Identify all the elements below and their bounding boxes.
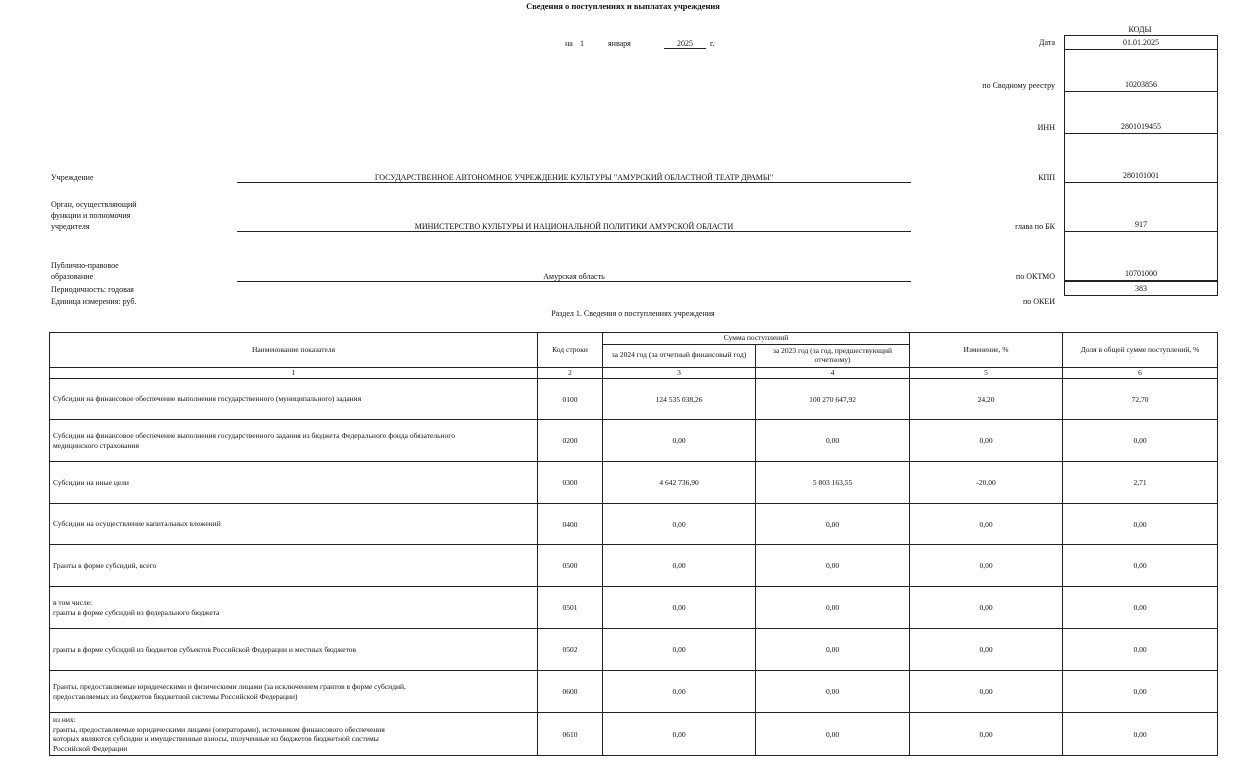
row-name-line: медицинского страхования xyxy=(53,440,139,450)
code-date: 01.01.2025 xyxy=(1065,36,1217,50)
row-code: 0500 xyxy=(538,545,603,587)
row-share: 0,00 xyxy=(1063,671,1218,713)
row-name-line: из них: xyxy=(53,714,76,724)
row-name xyxy=(50,545,538,587)
row-code: 0610 xyxy=(538,713,603,756)
row-y2023: 0,00 xyxy=(756,420,910,462)
founder-value: МИНИСТЕРСТВО КУЛЬТУРЫ И НАЦИОНАЛЬНОЙ ПОЛИТИКИ АМУРСКОЙ ОБЛАСТИ xyxy=(237,222,911,232)
table-row xyxy=(50,462,1218,504)
date-prefix: на xyxy=(565,39,573,48)
row-y2023: 0,00 xyxy=(756,545,910,587)
row-code: 0400 xyxy=(538,504,603,545)
row-y2023: 0,00 xyxy=(756,504,910,545)
row-y2024: 0,00 xyxy=(603,420,756,462)
date-suffix: г. xyxy=(710,39,715,48)
founder-label-line-1: Орган, осуществляющий xyxy=(51,200,137,209)
label-inn: ИНН xyxy=(1037,123,1055,132)
row-name-line: Субсидии на осуществление капитальных вложений xyxy=(53,519,221,529)
table-row xyxy=(50,587,1218,629)
public-entity-label-line-2: образование xyxy=(51,272,94,281)
receipts-table xyxy=(49,332,1218,756)
periodicity: Периодичность: годовая xyxy=(51,285,134,294)
code-oktmo: 10701000 xyxy=(1065,232,1217,281)
codes-box xyxy=(1064,35,1218,296)
label-bk: глава по БК xyxy=(1015,222,1055,231)
column-number: 2 xyxy=(538,367,603,379)
row-change: -20,00 xyxy=(910,462,1063,504)
row-name xyxy=(50,504,538,545)
row-y2023: 0,00 xyxy=(756,671,910,713)
row-code: 0300 xyxy=(538,462,603,504)
code-kpp: 280101001 xyxy=(1065,134,1217,183)
row-share: 2,71 xyxy=(1063,462,1218,504)
code-inn: 2801019455 xyxy=(1065,92,1217,134)
row-y2023: 0,00 xyxy=(756,713,910,756)
code-okei: 383 xyxy=(1065,281,1217,295)
row-name-line: Субсидии на финансовое обеспечение выполнения государственного задания из бюджета Федерального фонда обязательного xyxy=(53,431,455,440)
header-year-2024: за 2024 год (за отчетный финансовый год) xyxy=(603,344,756,367)
header-year-2023: за 2023 год (за год, предшествующий отчетному) xyxy=(756,344,910,367)
label-registry: по Сводному реестру xyxy=(982,81,1055,90)
row-code: 0502 xyxy=(538,629,603,671)
row-name xyxy=(50,629,538,671)
row-change: 0,00 xyxy=(910,671,1063,713)
table-row xyxy=(50,629,1218,671)
row-share: 0,00 xyxy=(1063,545,1218,587)
label-oktmo: по ОКТМО xyxy=(1015,272,1055,281)
row-name-line: Российской Федерации xyxy=(53,744,128,753)
row-y2023: 0,00 xyxy=(756,587,910,629)
row-y2023: 5 803 163,55 xyxy=(756,462,910,504)
row-name-line: гранты в форме субсидий из федерального бюджета xyxy=(53,607,220,617)
row-y2024: 124 535 038,26 xyxy=(603,379,756,420)
row-change: 0,00 xyxy=(910,629,1063,671)
row-code: 0200 xyxy=(538,420,603,462)
row-change: 0,00 xyxy=(910,587,1063,629)
row-change: 0,00 xyxy=(910,420,1063,462)
row-name xyxy=(50,462,538,504)
row-name-line: Субсидии на финансовое обеспечение выполнения государственного (муниципального) задания xyxy=(53,394,362,404)
row-name-line: в том числе: xyxy=(53,598,93,607)
header-name: Наименование показателя xyxy=(50,333,538,368)
date-year: 2025 xyxy=(664,39,706,49)
row-y2024: 0,00 xyxy=(603,504,756,545)
row-name-line: гранты, предоставляемые юридическими лицами (операторами), источником финансового обеспечения xyxy=(53,724,385,734)
header-sum-group: Сумма поступлений xyxy=(603,333,910,345)
founder-label-line-2: функции и полномочия xyxy=(51,211,131,220)
column-number: 4 xyxy=(756,367,910,379)
row-change: 0,00 xyxy=(910,504,1063,545)
row-share: 0,00 xyxy=(1063,713,1218,756)
row-y2023: 100 270 647,92 xyxy=(756,379,910,420)
label-date: Дата xyxy=(1039,38,1055,47)
row-share: 0,00 xyxy=(1063,587,1218,629)
row-name-line: Субсидии на иные цели xyxy=(53,477,129,487)
founder-label-line-3: учредителя xyxy=(51,222,90,231)
document-title: Сведения о поступлениях и выплатах учреждения xyxy=(526,1,720,11)
row-share: 0,00 xyxy=(1063,629,1218,671)
row-name xyxy=(50,587,538,629)
row-y2023: 0,00 xyxy=(756,629,910,671)
table-row xyxy=(50,379,1218,420)
column-number: 3 xyxy=(603,367,756,379)
table-row xyxy=(50,420,1218,462)
header-share: Доля в общей сумме поступлений, % xyxy=(1063,333,1218,368)
row-code: 0600 xyxy=(538,671,603,713)
row-change: 0,00 xyxy=(910,713,1063,756)
row-name-line: гранты в форме субсидий из бюджетов субъектов Российской Федерации и местных бюджетов xyxy=(53,644,357,654)
code-bk: 917 xyxy=(1065,183,1217,232)
public-entity-value: Амурская область xyxy=(237,272,911,282)
row-y2024: 0,00 xyxy=(603,713,756,756)
section-title: Раздел 1. Сведения о поступлениях учреждения xyxy=(551,309,715,318)
row-y2024: 0,00 xyxy=(603,587,756,629)
row-y2024: 0,00 xyxy=(603,545,756,587)
row-name xyxy=(50,420,538,462)
table-row xyxy=(50,713,1218,756)
header-code: Код строки xyxy=(538,333,603,368)
row-code: 0100 xyxy=(538,379,603,420)
column-number-row xyxy=(50,367,1218,379)
date-month: января xyxy=(608,39,631,48)
row-name-line: Гранты, предоставляемые юридическими и физическими лицами (за исключением грантов в форме субсидий, xyxy=(53,682,406,691)
row-name-line: которых являются субсидии и имущественные взносы, полученные из бюджетов бюджетной системы xyxy=(53,734,379,744)
unit-of-measure: Единица измерения: руб. xyxy=(51,297,137,306)
row-y2024: 0,00 xyxy=(603,671,756,713)
row-name xyxy=(50,671,538,713)
column-number: 1 xyxy=(50,367,538,379)
row-y2024: 0,00 xyxy=(603,629,756,671)
date-day: 1 xyxy=(580,39,584,48)
column-number: 6 xyxy=(1063,367,1218,379)
row-code: 0501 xyxy=(538,587,603,629)
row-change: 0,00 xyxy=(910,545,1063,587)
row-y2024: 4 642 736,90 xyxy=(603,462,756,504)
table-row xyxy=(50,504,1218,545)
row-name-line: Гранты в форме субсидий, всего xyxy=(53,560,157,570)
row-share: 72,70 xyxy=(1063,379,1218,420)
institution-value: ГОСУДАРСТВЕННОЕ АВТОНОМНОЕ УЧРЕЖДЕНИЕ КУЛЬТУРЫ "АМУРСКИЙ ОБЛАСТНОЙ ТЕАТР ДРАМЫ" xyxy=(237,173,911,183)
public-entity-label-line-1: Публично-правовое xyxy=(51,261,119,270)
table-row xyxy=(50,671,1218,713)
label-kpp: КПП xyxy=(1038,173,1055,182)
row-name xyxy=(50,379,538,420)
row-share: 0,00 xyxy=(1063,420,1218,462)
codes-header: КОДЫ xyxy=(1128,25,1152,34)
row-name xyxy=(50,713,538,756)
institution-label: Учреждение xyxy=(51,173,94,182)
table-row xyxy=(50,545,1218,587)
label-okei: по ОКЕИ xyxy=(1022,297,1055,306)
header-change: Изменение, % xyxy=(910,333,1063,368)
row-name-line: предоставляемых из бюджетов бюджетной системы Российской Федерации) xyxy=(53,691,298,701)
column-number: 5 xyxy=(910,367,1063,379)
code-registry: 10203856 xyxy=(1065,50,1217,92)
row-change: 24,20 xyxy=(910,379,1063,420)
row-share: 0,00 xyxy=(1063,504,1218,545)
